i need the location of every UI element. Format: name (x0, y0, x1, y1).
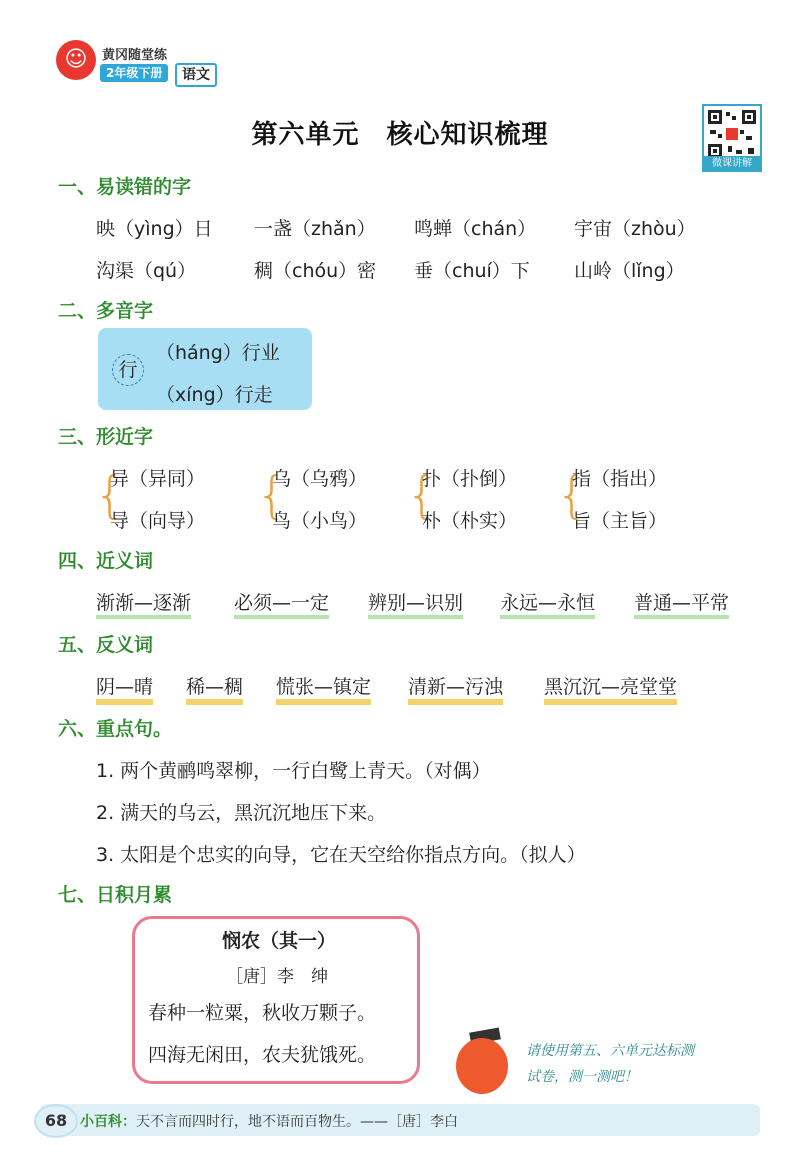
section-heading-antonyms: 五、反义词 (58, 634, 154, 656)
section-heading-misread: 一、易读错的字 (58, 176, 192, 198)
subject-badge: 语文 (175, 63, 217, 87)
synonym-pair: 普通—平常 (634, 588, 729, 619)
poem-line: 四海无闲田，农夫犹饿死。 (148, 1044, 377, 1066)
synonym-pair: 必须—一定 (234, 588, 329, 619)
misread-item: 沟渠（qú） (96, 260, 197, 282)
similar-char: 旨（主旨） (572, 510, 668, 532)
brace-icon: { (94, 466, 126, 524)
footer-quote: 天不言而四时行，地不语而百物生。——［唐］李白 (136, 1114, 458, 1130)
misread-item: 山岭（lǐng） (574, 260, 685, 282)
similar-char: 朴（朴实） (422, 510, 518, 532)
misread-item: 垂（chuí）下 (414, 260, 530, 282)
brace-icon: { (556, 466, 588, 524)
polyphonic-reading: （háng）行业 (156, 342, 280, 364)
similar-char: 导（向导） (110, 510, 206, 532)
misread-item: 鸣蝉（chán） (414, 218, 537, 240)
misread-item: 映（yìng）日 (96, 218, 213, 240)
misread-item: 一盏（zhǎn） (254, 218, 376, 240)
grade-badge: 2年级下册 (100, 64, 168, 82)
footer-label: 小百科： (80, 1114, 136, 1130)
section-heading-similar: 三、形近字 (58, 426, 154, 448)
misread-item: 宇宙（zhòu） (574, 218, 696, 240)
section-heading-accumulation: 七、日积月累 (58, 884, 173, 906)
key-sentence: 3. 太阳是个忠实的向导，它在天空给你指点方向。（拟人） (96, 844, 586, 866)
key-sentence: 2. 满天的乌云，黑沉沉地压下来。 (96, 802, 387, 824)
similar-char: 扑（扑倒） (422, 468, 518, 490)
similar-char: 指（指出） (572, 468, 668, 490)
page-title: 第六单元 核心知识梳理 (251, 120, 549, 150)
logo-smiley-icon: ☺ (56, 40, 96, 80)
note-text: 请使用第五、六单元达标测 (526, 1043, 694, 1059)
page-number: 68 (34, 1104, 78, 1138)
qr-code-icon[interactable] (702, 104, 762, 164)
poem-title: 悯农（其一） (222, 930, 337, 952)
section-heading-key-sentences: 六、重点句。 (58, 718, 173, 740)
polyphonic-reading: （xíng）行走 (156, 384, 273, 406)
similar-char: 乌（乌鸦） (272, 468, 368, 490)
similar-char: 异（异同） (110, 468, 206, 490)
poem-line: 春种一粒粟，秋收万颗子。 (148, 1002, 377, 1024)
brace-icon: { (256, 466, 288, 524)
antonym-pair: 慌张—镇定 (276, 672, 371, 705)
note-text: 试卷，测一测吧！ (526, 1069, 638, 1085)
synonym-pair: 渐渐—逐渐 (96, 588, 191, 619)
poem-author: ［唐］李 绅 (226, 967, 328, 987)
similar-char: 鸟（小鸟） (272, 510, 368, 532)
antonym-pair: 清新—污浊 (408, 672, 503, 705)
antonym-pair: 稀—稠 (186, 672, 243, 705)
antonym-pair: 阴—晴 (96, 672, 153, 705)
section-heading-synonyms: 四、近义词 (58, 550, 154, 572)
qr-label: 微课讲解 (702, 156, 762, 172)
key-sentence: 1. 两个黄鹂鸣翠柳，一行白鹭上青天。（对偶） (96, 760, 491, 782)
brace-icon: { (406, 466, 438, 524)
antonym-pair: 黑沉沉—亮堂堂 (544, 672, 677, 705)
synonym-pair: 辨别—识别 (368, 588, 463, 619)
footer-text (80, 1111, 458, 1131)
polyphonic-char: 行 (112, 354, 144, 386)
misread-item: 稠（chóu）密 (254, 260, 377, 282)
brand-name: 黄冈随堂练 (102, 48, 168, 63)
section-heading-polyphonic: 二、多音字 (58, 300, 154, 322)
synonym-pair: 永远—永恒 (500, 588, 595, 619)
mascot-icon (456, 1038, 508, 1094)
